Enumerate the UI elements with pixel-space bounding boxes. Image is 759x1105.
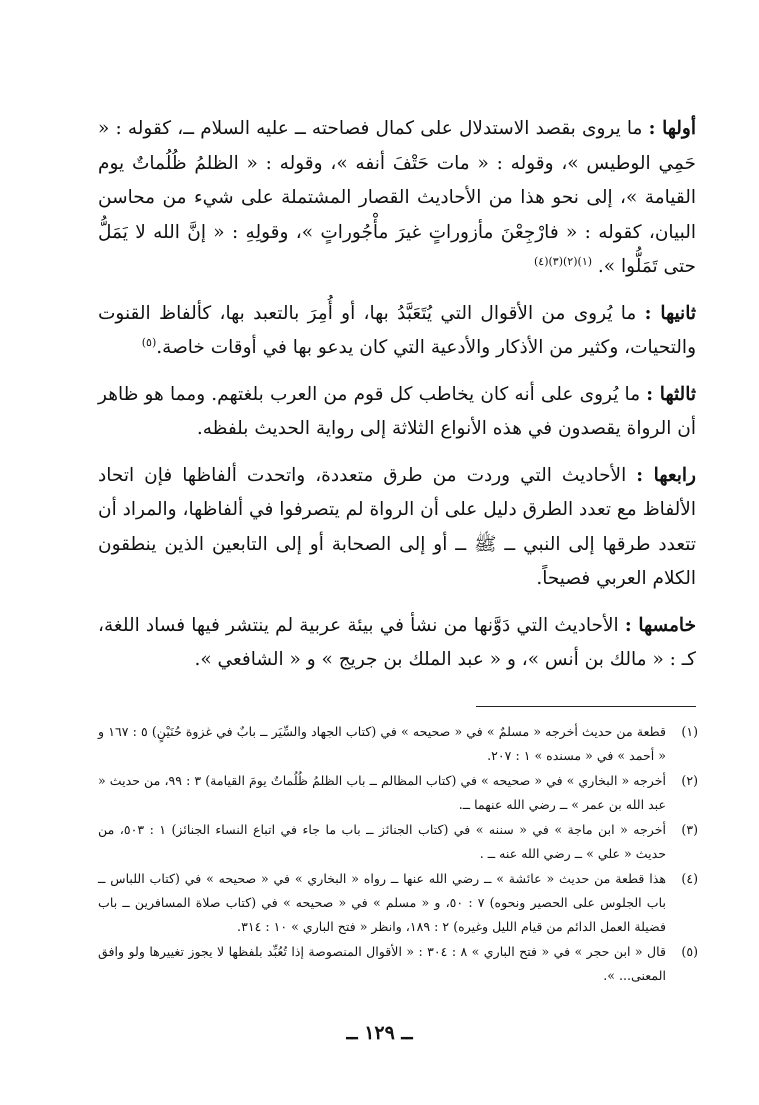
footnote-text: قال « ابن حجر » في « فتح الباري » ٨ : ٣٠٤ : « الأقوال المنصوصة إذا تُعُبِّد بلفظها لا يجوز تغييرها ولو وافق المعنى... ». <box>98 944 666 983</box>
paragraph-1 <box>98 112 696 285</box>
paragraph-lead: رابعها : <box>636 464 696 486</box>
footnote-number: (١) <box>681 724 698 739</box>
footnote-2 <box>98 769 698 817</box>
paragraph-body: ما يروى بقصد الاستدلال على كمال فصاحته ــ عليه السلام ــ، كقوله : « حَمِي الوطيس »، وقوله : « مات حَتْفَ أنفه »، وقوله : « الظلمُ ظُلُماتٌ يوم القيامة »، إلى نحو هذا من الأحاديث القصار المشتملة على شيء من محاسن البيان، كقوله : « فارْجِعْنَ مأزوراتٍ غيرَ مأْجُوراتٍ »، وقولِهِ : « إنَّ الله لا يَمَلُّ حتى تَمَلُّوا ». <box>98 118 696 277</box>
paragraph-lead: أولها : <box>648 118 696 139</box>
footnote-number: (٤) <box>681 871 698 886</box>
paragraph-3 <box>98 378 696 447</box>
footnote-divider <box>476 706 696 707</box>
footnote-3 <box>98 818 698 866</box>
footnote-ref: (٤) <box>533 254 549 268</box>
paragraph-lead: خامسها : <box>624 614 697 636</box>
paragraph-2 <box>98 297 696 366</box>
footnote-ref: (٥) <box>141 335 157 349</box>
footnote-number: (٥) <box>681 944 698 959</box>
footnotes <box>98 720 698 989</box>
footnote-ref: (٣) <box>548 254 563 268</box>
footnote-5 <box>98 940 698 988</box>
paragraph-body: الأحاديث التي وردت من طرق متعددة، واتحدت ألفاظها فإن اتحاد الألفاظ مع تعدد الطرق دليل على أن الرواة لم يتصرفوا في ألفاظها، والمراد أن تتعدد طرقها إلى النبي ــ ﷺ ــ أو إلى الصحابة أو إلى التابعين الذين ينطقون الكلام العربي فصيحاً. <box>98 464 696 589</box>
paragraph-lead: ثالثها : <box>646 383 696 405</box>
footnote-text: هذا قطعة من حديث « عائشة » ــ رضي الله عنها ــ رواه « البخاري » في « صحيحه » في (كتاب اللباس ــ باب الجلوس على الحصير ونحوه) ٧ : ٥٠، و « مسلم » في « صحيحه » في (كتاب صلاة المسافرين ــ باب فضيلة العمل الدائم من قيام الليل وغيره) ٢ : ١٨٩، وانظر « فتح الباري » ١٠ : ٣١٤. <box>98 871 667 934</box>
footnote-number: (٢) <box>681 773 698 788</box>
paragraph-lead: ثانيها : <box>644 302 696 324</box>
main-text <box>98 112 696 690</box>
footnote-ref: (١) <box>577 254 593 268</box>
paragraph-body: ما يُروى على أنه كان يخاطب كل قوم من العرب بلغتهم. ومما هو ظاهر أن الرواة يقصدون في هذه الأنواع الثلاثة إلى رواية الحديث بلفظه. <box>98 383 696 439</box>
footnote-text: أخرجه « ابن ماجة » في « سننه » في (كتاب الجنائز ــ باب ما جاء في اتباع النساء الجنائز) ١ : ٥٠٣، من حديث « علي » ــ رضي الله عنه ــ . <box>98 822 666 861</box>
footnote-text: قطعة من حديث أخرجه « مسلمٌ » في « صحيحه » في (كتاب الجهاد والسِّيَر ــ بابٌ في غزوة حُنَيْنٍ) ٥ : ١٦٧ و « أحمد » في « مسنده » ١ : ٢٠٧. <box>98 724 667 763</box>
footnote-number: (٣) <box>681 822 698 837</box>
footnote-text: أخرجه « البخاري » في « صحيحه » في (كتاب المظالم ــ باب الظلمُ ظُلُماتٌ يومَ القيامة) ٣ : ٩٩، من حديث « عبد الله بن عمر » ــ رضي الله عنهما ــ. <box>98 773 667 812</box>
paragraph-body: الأحاديث التي دَوَّنها من نشأ في بيئة عربية لم ينتشر فيها فساد اللغة، كـ : « مالك بن أنس »، و « عبد الملك بن جريج » و « الشافعي ». <box>98 614 696 670</box>
paragraph-4 <box>98 459 696 597</box>
page-number: ــ ١٢٩ ــ <box>346 1022 413 1044</box>
footnote-ref: (٢) <box>563 254 578 268</box>
footnote-4 <box>98 867 698 939</box>
paragraph-body: ما يُروى من الأقوال التي يُتَعَبَّدُ بها، أو أُمِرَ بالتعبد بها، كألفاظ القنوت والتحيات، وكثير من الأذكار والأدعية التي كان يدعو بها في أوقات خاصة. <box>98 302 696 358</box>
footnote-1 <box>98 720 698 768</box>
paragraph-5 <box>98 609 696 678</box>
